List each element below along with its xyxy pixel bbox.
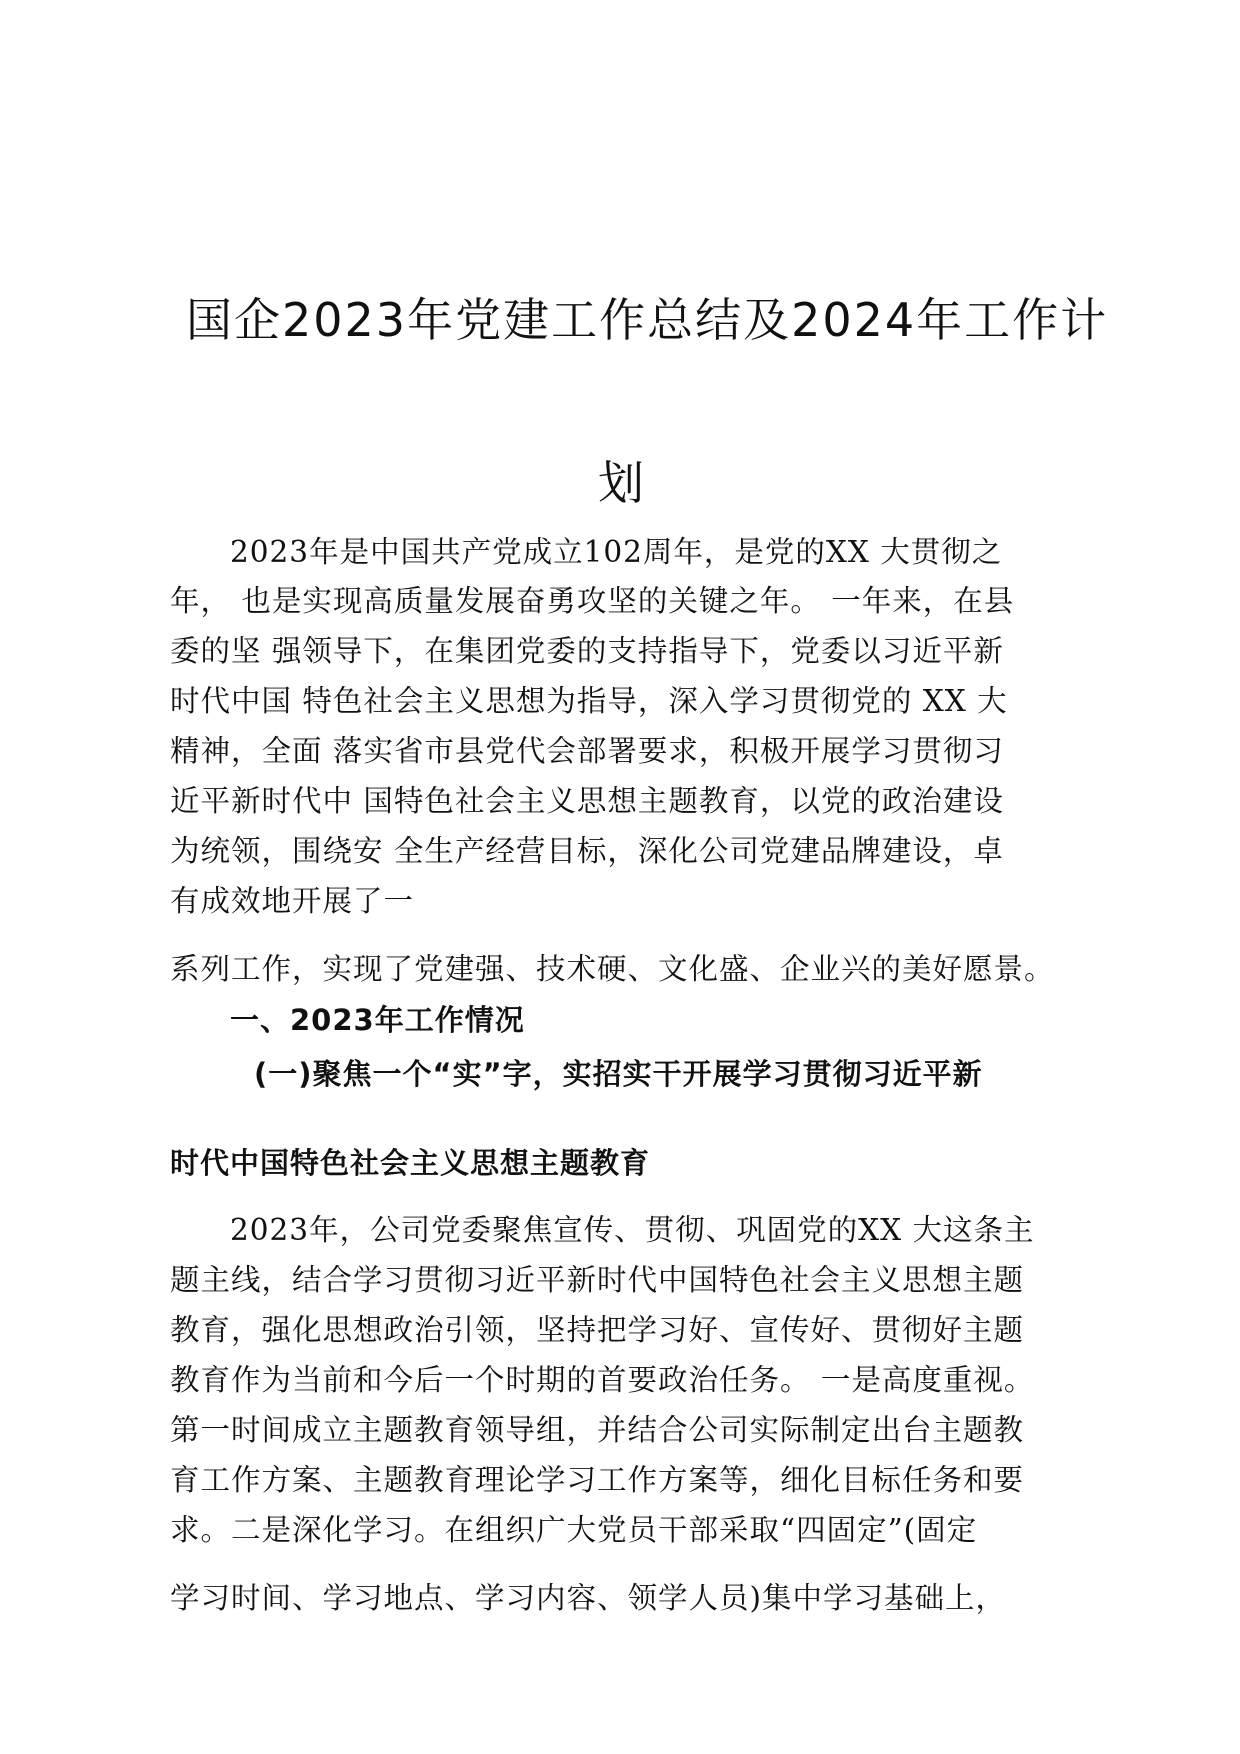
intro-line-9: 系列工作，实现了党建强、技术硬、文化盛、企业兴的美好愿景。 (170, 952, 1055, 986)
intro-line-2: 年， 也是实现高质量发展奋勇攻坚的关键之年。 一年来，在县 (170, 584, 1015, 618)
subsection-heading-1-line-1: (一)聚焦一个“实”字，实招实干开展学习贯彻习近平新 (254, 1057, 983, 1091)
intro-line-8: 有成效地开展了一 (170, 884, 415, 918)
document-title-line-1: 国企2023年党建工作总结及2024年工作计 (186, 293, 1109, 347)
section-heading-1: 一、2023年工作情况 (230, 1003, 525, 1037)
intro-line-5: 精神，全面 落实省市县党代会部署要求，积极开展学习贯彻习 (170, 734, 1004, 768)
body-line-6: 育工作方案、主题教育理论学习工作方案等，细化目标任务和要 (170, 1463, 1025, 1497)
body-line-2: 题主线，结合学习贯彻习近平新时代中国特色社会主义思想主题 (170, 1263, 1025, 1297)
intro-line-1: 2023年是中国共产党成立102周年，是党的XX 大贯彻之 (230, 535, 1003, 569)
body-line-3: 教育，强化思想政治引领，坚持把学习好、宣传好、贯彻好主题 (170, 1313, 1025, 1347)
body-line-1: 2023年，公司党委聚焦宣传、贯彻、巩固党的XX 大这条主 (230, 1213, 1035, 1247)
subsection-heading-1-line-2: 时代中国特色社会主义思想主题教育 (170, 1146, 651, 1180)
body-line-8: 学习时间、学习地点、学习内容、领学人员)集中学习基础上， (170, 1581, 1007, 1615)
body-line-5: 第一时间成立主题教育领导组，并结合公司实际制定出台主题教 (170, 1413, 1025, 1447)
document-title-line-2: 划 (598, 456, 646, 510)
intro-line-4: 时代中国 特色社会主义思想为指导，深入学习贯彻党的 XX 大 (170, 684, 1008, 718)
intro-line-3: 委的坚 强领导下，在集团党委的支持指导下，党委以习近平新 (170, 634, 1004, 668)
intro-line-7: 为统领，围绕安 全生产经营目标，深化公司党建品牌建设，卓 (170, 834, 1004, 868)
body-line-4: 教育作为当前和今后一个时期的首要政治任务。 一是高度重视。 (170, 1363, 1035, 1397)
intro-line-6: 近平新时代中 国特色社会主义思想主题教育，以党的政治建设 (170, 784, 1004, 818)
body-line-7: 求。二是深化学习。在组织广大党员干部采取“四固定”(固定 (170, 1513, 978, 1547)
